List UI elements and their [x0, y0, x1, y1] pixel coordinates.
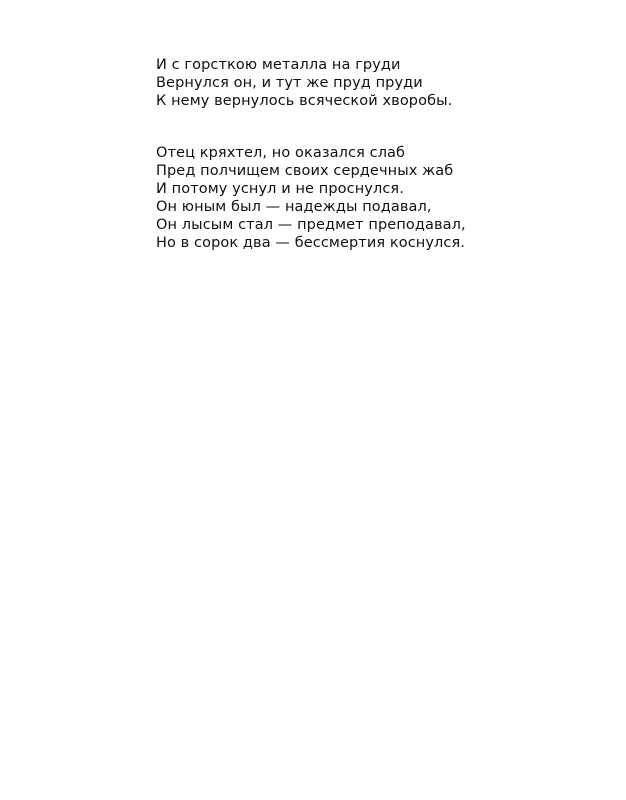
poem-line: Вернулся он, и тут же пруд пруди [156, 75, 423, 91]
poem-line: Но в сорок два — бессмертия коснулся. [156, 235, 466, 251]
poem-stanza-2 [156, 144, 466, 252]
poem-line: Он лысым стал — предмет преподавал, [156, 217, 466, 233]
poem-line: И потому уснул и не проснулся. [156, 181, 404, 197]
poem-line: Отец кряхтел, но оказался слаб [156, 145, 406, 161]
poem-line: К нему вернулось всяческой хворобы. [156, 93, 453, 109]
poem-line: Он юным был — надежды подавал, [156, 199, 432, 215]
poem-line: Пред полчищем своих сердечных жаб [156, 163, 454, 179]
poem-line: И с горсткою металла на груди [156, 57, 401, 73]
poem-stanza-1 [156, 56, 452, 110]
